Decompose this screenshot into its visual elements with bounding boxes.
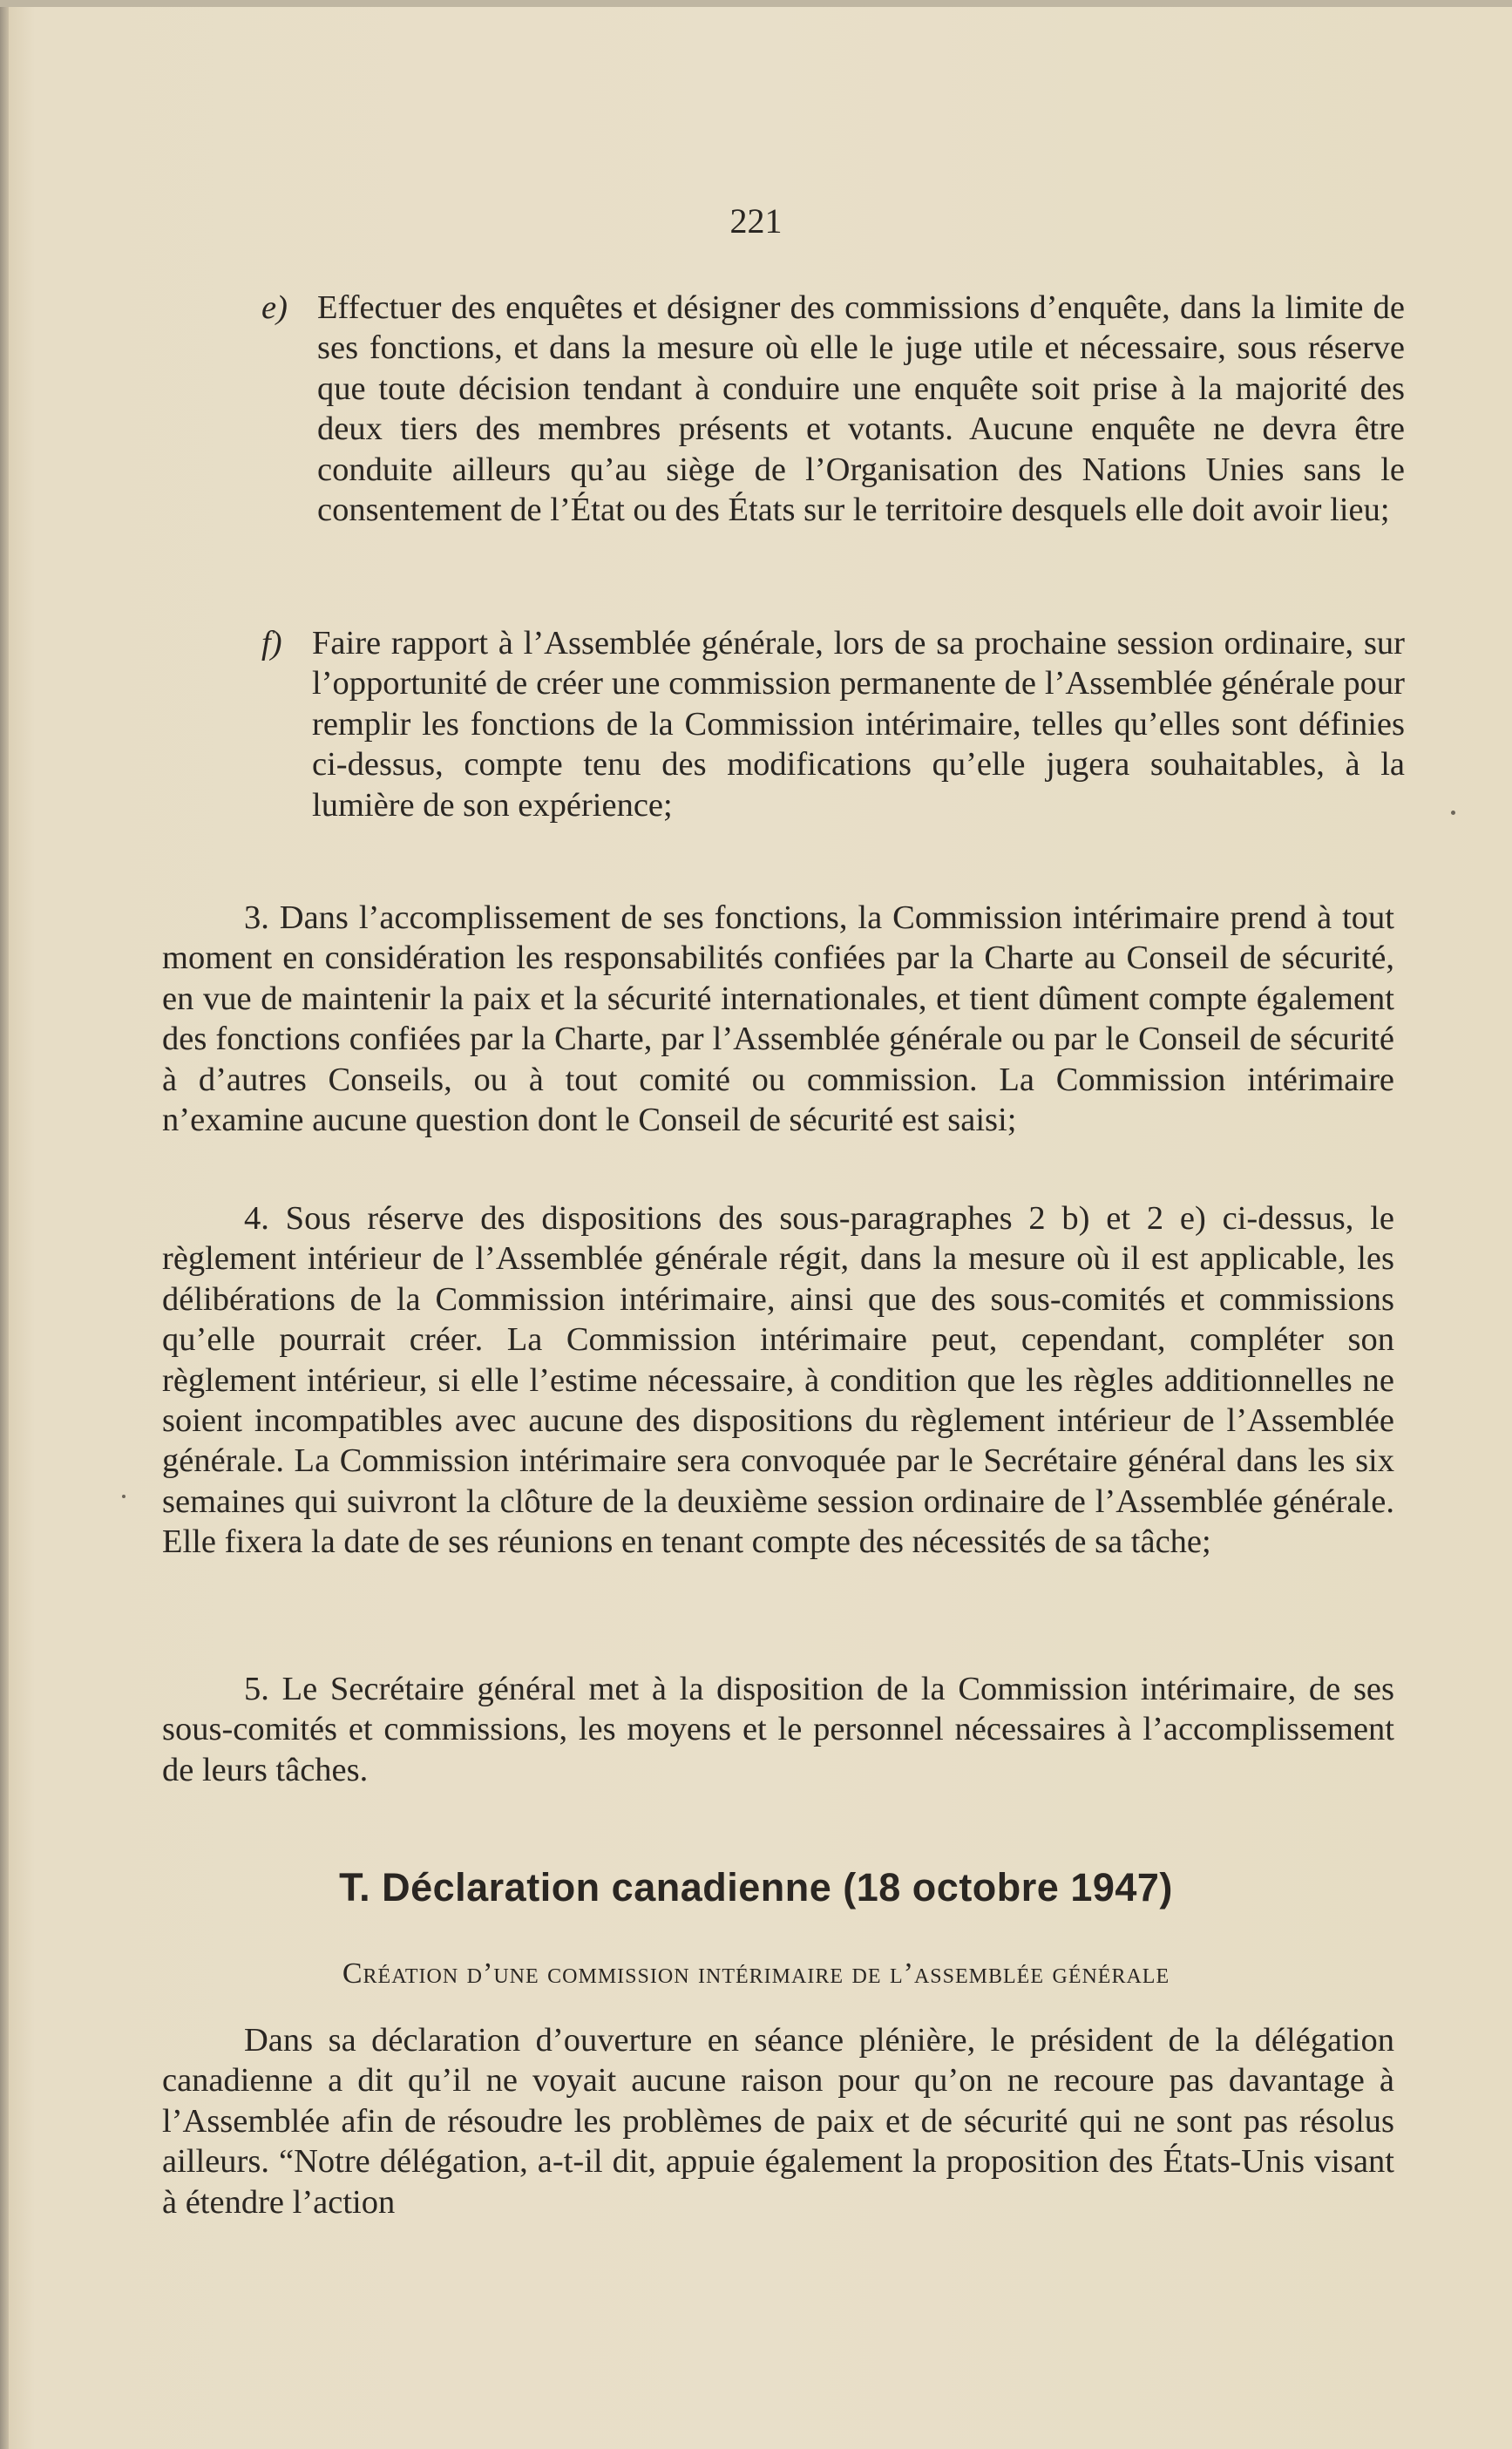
paragraph-5: 5. Le Secrétaire général met à la disposition de la Commission intérimaire, de ses sous-comités et commissions, les moyens et le personnel nécessaires à l’accomplissement de leurs tâches. — [162, 1671, 1394, 1788]
page-left-edge — [0, 0, 9, 2449]
section-title: T. Déclaration canadienne (18 octobre 1947) — [339, 1865, 1173, 1910]
paragraph-3: 3. Dans l’accomplissement de ses fonctions, la Commission intérimaire prend à tout moment en considération les responsabilités confiées par la Charte au Conseil de sécurité, en vue de maintenir la paix et la sécurité internationales, et tient dûment compte également des fonctions confiées par la Charte, par l’Assemblée générale ou par le Conseil de sécurité à d’autres Conseils, ou à tout comité ou commission. La Commission intérimaire n’examine aucune question dont le Conseil de sécurité est saisi; — [162, 899, 1394, 1139]
page-number: 221 — [729, 201, 783, 241]
list-item-label: f) — [261, 625, 282, 661]
list-item-label: e) — [261, 289, 288, 326]
scan-speck — [1451, 811, 1455, 815]
list-item-text: Faire rapport à l’Assemblée générale, lors de sa prochaine session ordinaire, sur l’opportunité de créer une commission permanente de l’Assemblée générale pour remplir les fonctions de la Commission intérimaire, telles qu’elles sont définies ci-dessus, compte tenu des modifications qu’elle jugera souhaitables, à la lumière de son expérience; — [312, 625, 1405, 824]
list-item-e — [261, 288, 1405, 619]
section-subtitle: Création d’une commission intérimaire de l’assemblée générale — [342, 1957, 1170, 1990]
paragraph-4: 4. Sous réserve des dispositions des sous-paragraphes 2 b) et 2 e) ci-dessus, le règlement intérieur de l’Assemblée générale régit, dans la mesure où il est applicable, les délibérations de la Commission intérimaire, ainsi que des sous-comités et commissions qu’elle pourrait créer. La Commission intérimaire peut, cependant, compléter son règlement intérieur, si elle l’estime nécessaire, à condition que les règles additionnelles ne soient incompatibles avec aucune des dispositions du règlement intérieur de l’Assemblée générale. La Commission intérimaire sera convoquée par le Secrétaire général dans les six semaines qui suivront la clôture de la deuxième session ordinaire de l’Assemblée générale. Elle fixera la date de ses réunions en tenant compte des nécessités de sa tâche; — [162, 1200, 1394, 1561]
page-top-edge — [0, 0, 1512, 7]
list-item-f — [261, 623, 1405, 867]
scan-speck — [122, 1495, 125, 1498]
section-paragraph: Dans sa déclaration d’ouverture en séance plénière, le président de la délégation canadienne a dit qu’il ne voyait aucune raison pour qu’on ne recoure pas davantage à l’Assemblée afin de résoudre les problèmes de paix et de sécurité qui ne sont pas résolus ailleurs. “Notre délégation, a-t-il dit, appuie également la proposition des États-Unis visant à étendre l’action — [162, 2022, 1394, 2221]
list-item-text: Effectuer des enquêtes et désigner des commissions d’enquête, dans la limite de ses fonctions, et dans la mesure où elle le juge utile et nécessaire, sous réserve que toute décision tendant à conduire une enquête soit prise à la majorité des deux tiers des membres présents et votants. Aucune enquête ne devra être conduite ailleurs qu’au siège de l’Organisation des Nations Unies sans le consentement de l’État ou des États sur le territoire desquels elle doit avoir lieu; — [317, 289, 1405, 529]
